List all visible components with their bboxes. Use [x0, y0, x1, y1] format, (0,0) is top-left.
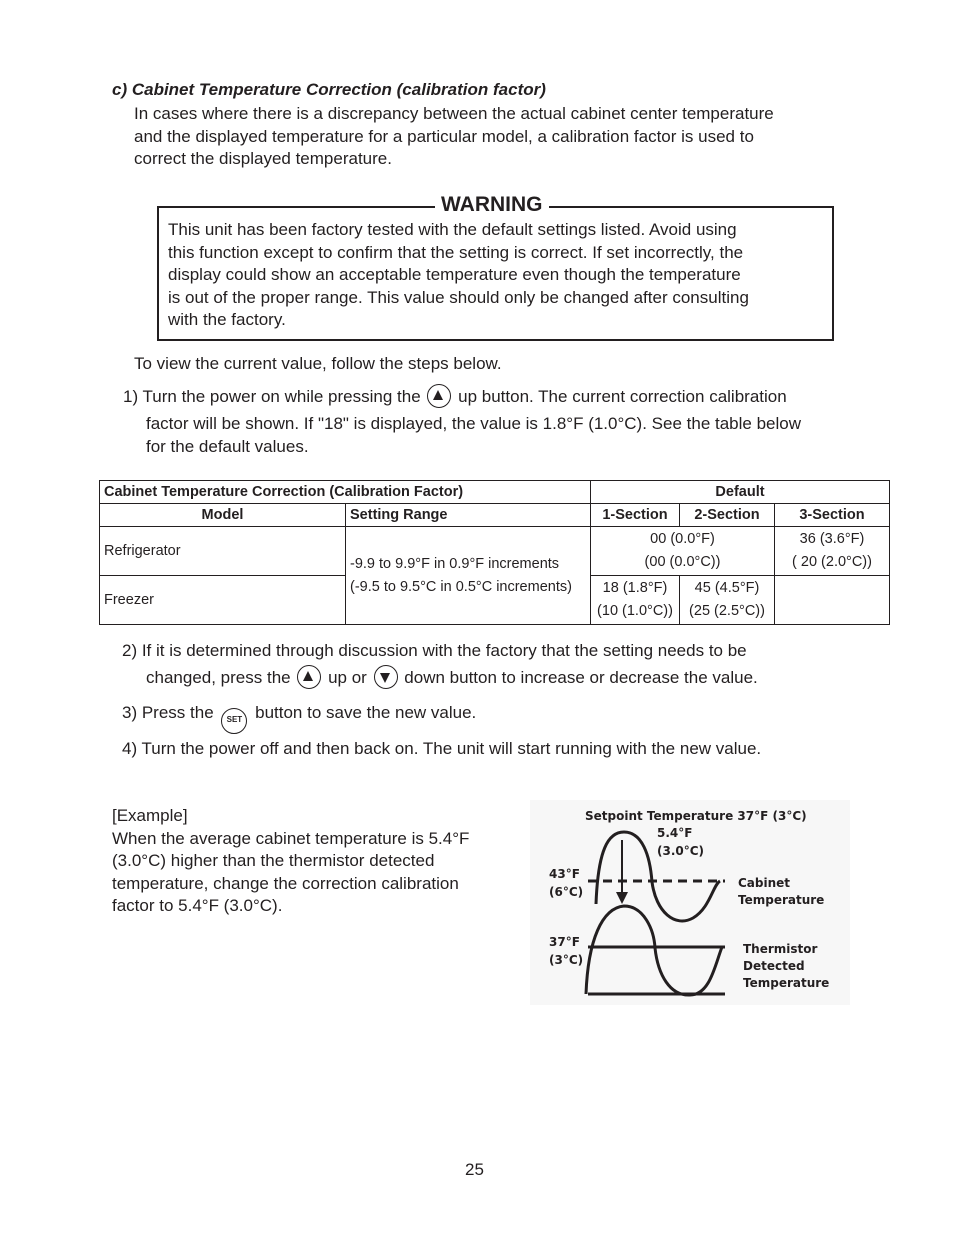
warning-line: is out of the proper range. This value should only be changed after consulting [168, 287, 749, 307]
low-level-c-label: (3°C) [549, 953, 584, 967]
high-level-c-label: (6°C) [549, 885, 584, 899]
example-line: (3.0°C) higher than the thermistor detected [112, 851, 435, 871]
range-line-1: -9.9 to 9.9°F in 0.9°F increments [350, 555, 560, 572]
model-cell: Refrigerator [100, 527, 346, 576]
default-value-c: ( 20 (2.0°C)) [792, 554, 872, 570]
thermistor-label-3: Temperature [743, 976, 830, 990]
intro-line: correct the displayed temperature. [134, 149, 392, 168]
cabinet-label-1: Cabinet [738, 876, 791, 890]
col-section2-header: 2-Section [680, 504, 775, 527]
warning-title: WARNING [435, 193, 549, 217]
table-row [100, 527, 890, 576]
low-level-f-label: 37°F [549, 935, 580, 949]
step-2-line-1: 2) If it is determined through discussion with the factory that the setting needs to be [122, 641, 747, 660]
default-value-f: 00 (0.0°F) [650, 531, 715, 547]
example-line: When the average cabinet temperature is 5.4°F [112, 828, 470, 848]
default-cell [591, 576, 680, 625]
step-1-line-2: factor will be shown. If "18" is displayed, the value is 1.8°F (1.0°C). See the table below [146, 414, 801, 433]
steps-intro: To view the current value, follow the steps below. [134, 354, 502, 373]
page-number: 25 [465, 1160, 484, 1179]
default-value-c: (25 (2.5°C)) [689, 603, 765, 619]
intro-line: and the displayed temperature for a particular model, a calibration factor is used to [134, 126, 754, 146]
example-label: [Example] [112, 806, 188, 825]
default-cell [775, 527, 890, 576]
warning-line: display could show an acceptable temperature even though the temperature [168, 265, 741, 285]
table-default-header: Default [591, 481, 890, 504]
step-2-line-2 [146, 665, 758, 689]
high-level-f-label: 43°F [549, 867, 580, 881]
default-cell [591, 527, 775, 576]
step-2-suffix: down button to increase or decrease the value. [404, 668, 758, 687]
warning-line: with the factory. [168, 310, 286, 330]
step-1-suffix: up button. The current correction calibration [458, 387, 787, 406]
col-section1-header: 1-Section [591, 504, 680, 527]
default-value-c: (00 (0.0°C)) [644, 554, 721, 570]
thermistor-label-2: Detected [743, 959, 805, 973]
col-range-header: Setting Range [346, 504, 591, 527]
step-1-line-3: for the default values. [146, 437, 309, 456]
step-4-line: 4) Turn the power off and then back on. The unit will start running with the new value. [122, 739, 762, 758]
step-1-prefix: 1) Turn the power on while pressing the [123, 387, 421, 406]
col-section3-header: 3-Section [775, 504, 890, 527]
section-heading: c) Cabinet Temperature Correction (calibration factor) [112, 80, 546, 99]
default-value-c: (10 (1.0°C)) [597, 603, 673, 619]
range-line-2: (-9.5 to 9.5°C in 0.5°C increments) [350, 578, 572, 595]
col-model-header: Model [100, 504, 346, 527]
step-1-line-1 [123, 384, 787, 408]
table-title: Cabinet Temperature Correction (Calibration Factor) [100, 481, 591, 504]
up-arrow-button-icon [297, 665, 321, 689]
default-cell [680, 576, 775, 625]
step-3-suffix: button to save the new value. [255, 703, 477, 722]
offset-f-label: 5.4°F [657, 826, 693, 840]
default-value-f: 45 (4.5°F) [694, 580, 760, 596]
down-arrow-button-icon [374, 665, 398, 689]
set-button-icon: SET [221, 708, 247, 734]
example-line: temperature, change the correction calibration [112, 873, 459, 893]
warning-line: This unit has been factory tested with the default settings listed. Avoid using [168, 220, 737, 239]
range-cell [346, 527, 591, 625]
intro-paragraph [134, 103, 854, 171]
step-3-line [122, 703, 476, 734]
example-text [112, 805, 512, 918]
step-2-prefix: changed, press the [146, 668, 291, 687]
default-value-f: 36 (3.6°F) [799, 531, 865, 547]
temperature-diagram [530, 800, 850, 1005]
default-cell-empty [775, 576, 890, 625]
warning-text [168, 219, 818, 332]
calibration-table [99, 480, 890, 625]
example-line: factor to 5.4°F (3.0°C). [112, 896, 283, 916]
model-cell: Freezer [100, 576, 346, 625]
warning-line: this function except to confirm that the setting is correct. If set incorrectly, the [168, 242, 744, 262]
default-value-f: 18 (1.8°F) [602, 580, 668, 596]
offset-c-label: (3.0°C) [657, 844, 705, 858]
step-3-prefix: 3) Press the [122, 703, 214, 722]
diagram-title: Setpoint Temperature 37°F (3°C) [585, 809, 807, 823]
cabinet-label-2: Temperature [738, 893, 825, 907]
step-2-middle: up or [328, 668, 367, 687]
thermistor-label-1: Thermistor [743, 942, 818, 956]
intro-line: In cases where there is a discrepancy between the actual cabinet center temperature [134, 104, 774, 123]
up-arrow-button-icon [427, 384, 451, 408]
